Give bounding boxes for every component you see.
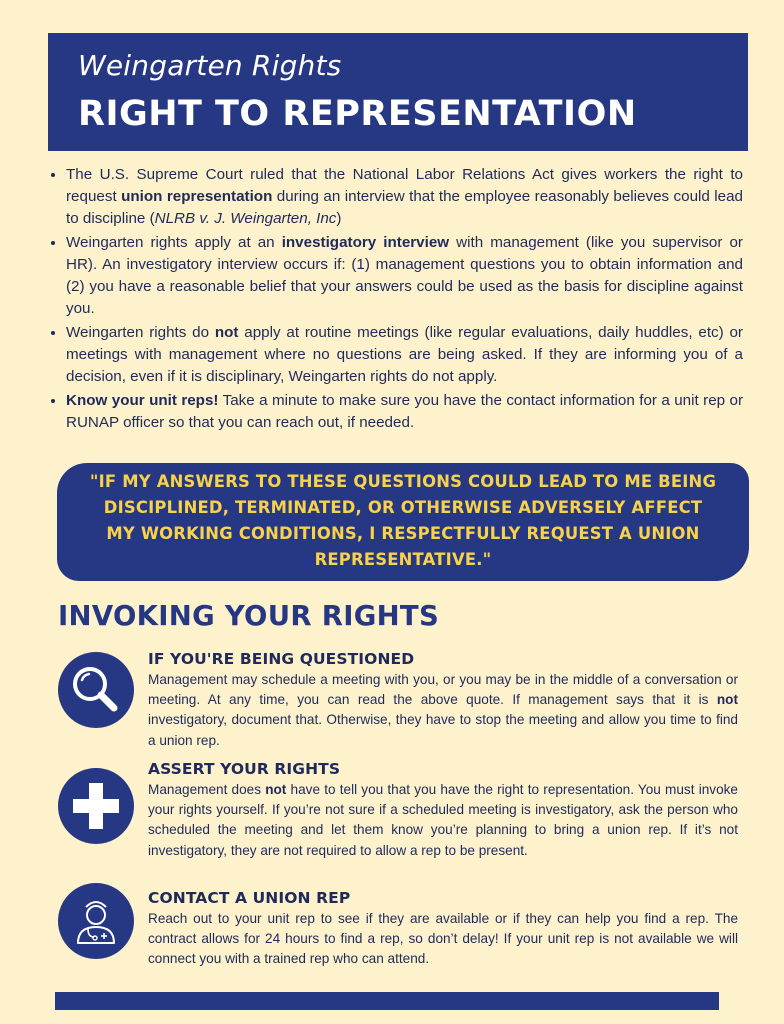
header-banner xyxy=(48,33,748,151)
item-body: Management may schedule a meeting with you, or you may be in the middle of a conversation or meeting. At any time, you can read the above quote. If management says that it is not investigatory, document that. Otherwise, they have to stop the meeting and allow you time to find a union rep. xyxy=(148,672,738,748)
item-heading: IF YOU'RE BEING QUESTIONED xyxy=(148,650,415,668)
nurse-icon xyxy=(58,883,134,959)
bullet-investigatory-interview: • Weingarten rights apply at an investigatory interview with management (like you supervisor or HR). An investigatory interview occurs if: (1) management questions you to obtain information and (2) you have a reasonable belief that your answers could be used as the basis for discipline against you. xyxy=(66,231,743,320)
quote-box xyxy=(57,463,749,581)
bullet-supreme-court: • The U.S. Supreme Court ruled that the National Labor Relations Act gives workers the right to request union representation during an interview that the employee reasonably believes could lead to discipline (NLRB v. J. Weingarten, Inc) xyxy=(66,163,743,230)
quote-text: "IF MY ANSWERS TO THESE QUESTIONS COULD LEAD TO ME BEING DISCIPLINED, TERMINATED, OR OTHERWISE ADVERSELY AFFECT MY WORKING CONDITIONS, I RESPECTFULLY REQUEST A UNION REPRESENTATIVE." xyxy=(89,472,717,569)
bullet-know-unit-reps: • Know your unit reps! Take a minute to make sure you have the contact information for a unit rep or RUNAP officer so that you can reach out, if needed. xyxy=(66,389,743,434)
bullet-routine-meetings: • Weingarten rights do not apply at routine meetings (like regular evaluations, daily huddles, etc) or meetings with management where no questions are being asked. If they are informing you of a decision, even if it is disciplinary, Weingarten rights do not apply. xyxy=(66,321,743,388)
item-body: Management does not have to tell you that you have the right to representation. You must invoke your rights yourself. If you’re not sure if a scheduled meeting is investigatory, ask the person who scheduled the meeting and let them know you’re planning to bring a union rep. If it’s not investigatory, they are not required to allow a rep to be present. xyxy=(148,782,738,858)
item-heading: CONTACT A UNION REP xyxy=(148,889,351,907)
item-heading: ASSERT YOUR RIGHTS xyxy=(148,760,341,778)
rights-bullet-list xyxy=(48,163,743,435)
section-heading: INVOKING YOUR RIGHTS xyxy=(58,600,440,632)
magnifying-glass-icon xyxy=(58,652,134,728)
header-title: RIGHT TO REPRESENTATION xyxy=(78,94,637,134)
item-body: Reach out to your unit rep to see if they are available or if they can help you find a rep. The contract allows for 24 hours to find a rep, so don’t delay! If your unit rep is not available we will connect you with a trained rep who can attend. xyxy=(148,911,738,967)
plus-cross-icon xyxy=(58,768,134,844)
footer-bar xyxy=(55,992,719,1010)
header-subtitle: Weingarten Rights xyxy=(78,49,342,82)
